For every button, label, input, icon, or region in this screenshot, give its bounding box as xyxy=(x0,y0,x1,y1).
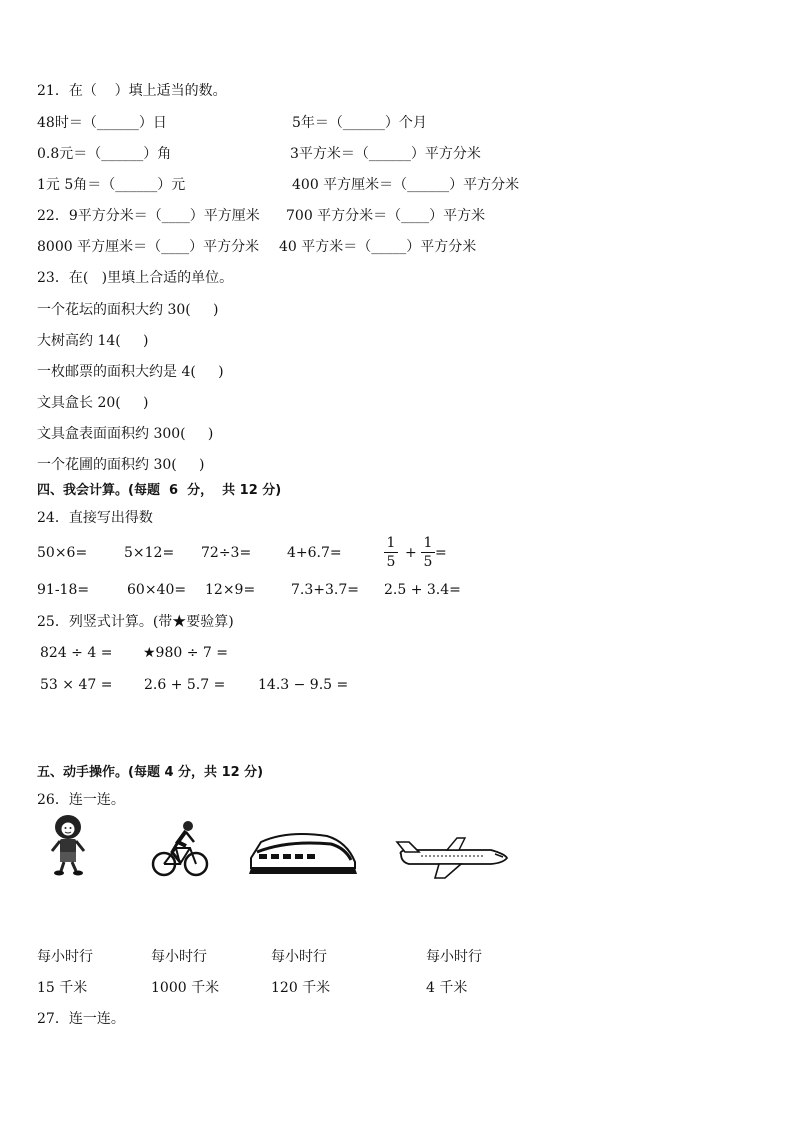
q24-calc-9: 2.5 + 3.4= xyxy=(384,582,461,598)
q21-item-2: 5年＝（______）个月 xyxy=(292,115,427,131)
fraction-1-denominator: 5 xyxy=(386,554,396,570)
q26-title: 26．连一连。 xyxy=(37,792,125,808)
q21-item-5: 1元 5角＝（______）元 xyxy=(37,177,186,193)
speed-label-4: 每小时行 xyxy=(426,949,482,965)
q25-calc-2: ★980 ÷ 7 = xyxy=(143,645,228,661)
q23-title: 23．在( )里填上合适的单位。 xyxy=(37,270,234,286)
cyclist-icon xyxy=(150,818,210,880)
fraction-plus: + xyxy=(405,545,417,561)
girl-walking-icon xyxy=(46,813,90,877)
fraction-1-numerator: 1 xyxy=(386,535,396,551)
q25-calc-5: 14.3 − 9.5 = xyxy=(258,677,349,693)
q23-item-6: 一个花圃的面积约 30( ) xyxy=(37,457,205,473)
speed-label-2: 每小时行 xyxy=(151,949,207,965)
q22-item-1: 22．9平方分米＝（____）平方厘米 xyxy=(37,208,260,224)
q25-calc-4: 2.6 + 5.7 = xyxy=(144,677,226,693)
fraction-2 xyxy=(421,535,435,570)
speed-value-2: 1000 千米 xyxy=(151,980,220,996)
q22-item-3: 8000 平方厘米＝（____）平方分米 xyxy=(37,239,260,255)
q24-calc-1: 50×6= xyxy=(37,545,88,561)
high-speed-train-icon xyxy=(247,828,359,880)
q24-calc-3: 72÷3= xyxy=(201,545,252,561)
q24-calc-5: 91-18= xyxy=(37,582,90,598)
fraction-bar xyxy=(421,552,435,553)
speed-value-1: 15 千米 xyxy=(37,980,88,996)
q24-title: 24．直接写出得数 xyxy=(37,510,153,526)
q21-item-6: 400 平方厘米＝（______）平方分米 xyxy=(292,177,520,193)
q21-item-1: 48时＝（______）日 xyxy=(37,115,167,131)
q25-title: 25．列竖式计算。(带★要验算) xyxy=(37,614,234,630)
q22-item-4: 40 平方米＝（_____）平方分米 xyxy=(279,239,477,255)
q23-item-3: 一枚邮票的面积大约是 4( ) xyxy=(37,364,224,380)
fraction-bar xyxy=(384,552,398,553)
fraction-2-denominator: 5 xyxy=(423,554,433,570)
q21-title: 21．在（ ）填上适当的数。 xyxy=(37,83,227,99)
q24-calc-2: 5×12= xyxy=(124,545,175,561)
speed-value-4: 4 千米 xyxy=(426,980,468,996)
q22-item-2: 700 平方分米＝（____）平方米 xyxy=(286,208,486,224)
q24-calc-7: 12×9= xyxy=(205,582,256,598)
q23-item-2: 大树高约 14( ) xyxy=(37,333,149,349)
q24-calc-6: 60×40= xyxy=(127,582,187,598)
q24-calc-4: 4+6.7= xyxy=(287,545,342,561)
q24-calc-8: 7.3+3.7= xyxy=(291,582,359,598)
q21-item-3: 0.8元＝（______）角 xyxy=(37,146,172,162)
airplane-icon xyxy=(395,836,509,880)
q23-item-5: 文具盒表面面积约 300( ) xyxy=(37,426,214,442)
q21-item-4: 3平方米＝（______）平方分米 xyxy=(290,146,481,162)
section-5-heading: 五、动手操作。(每题 4 分，共 12 分) xyxy=(37,765,264,780)
fraction-1 xyxy=(384,535,398,570)
section-4-heading: 四、我会计算。(每题 6 分， 共 12 分) xyxy=(37,483,282,498)
q23-item-4: 文具盒长 20( ) xyxy=(37,395,149,411)
fraction-2-numerator: 1 xyxy=(423,535,433,551)
q27-title: 27．连一连。 xyxy=(37,1011,125,1027)
speed-label-1: 每小时行 xyxy=(37,949,93,965)
q23-item-1: 一个花坛的面积大约 30( ) xyxy=(37,302,219,318)
speed-value-3: 120 千米 xyxy=(271,980,331,996)
fraction-equals: = xyxy=(435,545,447,561)
speed-label-3: 每小时行 xyxy=(271,949,327,965)
q25-calc-1: 824 ÷ 4 = xyxy=(40,645,113,661)
q25-calc-3: 53 × 47 = xyxy=(40,677,113,693)
